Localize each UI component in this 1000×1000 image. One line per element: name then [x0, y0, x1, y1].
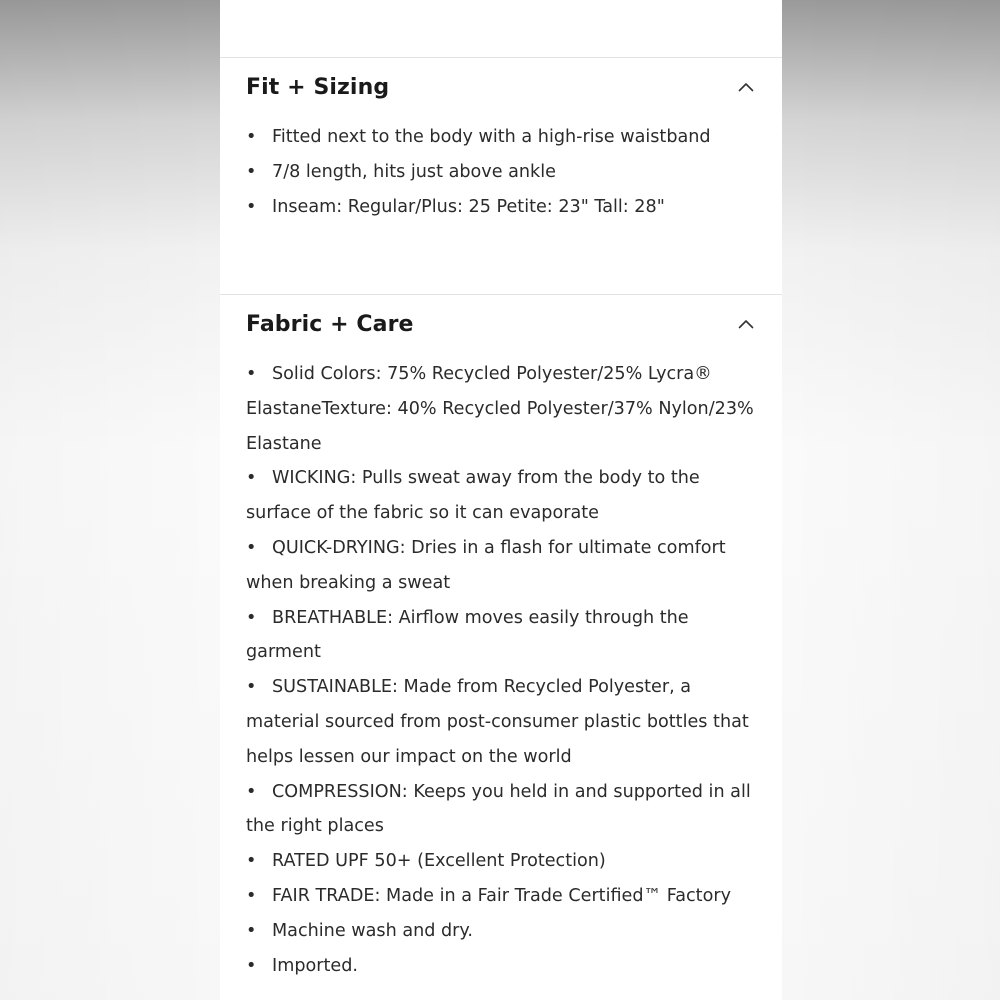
fabric-care-title: Fabric + Care	[246, 311, 414, 337]
list-item: • 7/8 length, hits just above ankle	[246, 161, 556, 182]
list-item: • FAIR TRADE: Made in a Fair Trade Certified™ Factory	[246, 885, 731, 906]
fit-sizing-list	[246, 120, 761, 224]
right-backdrop	[780, 0, 1000, 1000]
list-item: • Solid Colors: 75% Recycled Polyester/25% Lycra® ElastaneTexture: 40% Recycled Polyester/37% Nylon/23% Elastane	[246, 364, 754, 454]
list-item: • QUICK-DRYING: Dries in a flash for ultimate comfort when breaking a sweat	[246, 537, 726, 593]
list-item: • Inseam: Regular/Plus: 25 Petite: 23" Tall: 28"	[246, 196, 665, 217]
list-item: • Fitted next to the body with a high-rise waistband	[246, 127, 711, 147]
list-item: • BREATHABLE: Airflow moves easily through the garment	[246, 607, 689, 663]
left-backdrop	[0, 0, 220, 1000]
list-item: • SUSTAINABLE: Made from Recycled Polyester, a material sourced from post-consumer plastic bottles that helps lessen our impact on the world	[246, 677, 749, 767]
section-divider	[220, 57, 782, 58]
fit-sizing-header[interactable]	[246, 67, 756, 107]
list-item: • WICKING: Pulls sweat away from the body to the surface of the fabric so it can evaporate	[246, 468, 700, 524]
list-item: • Machine wash and dry.	[246, 920, 473, 941]
product-details-panel	[220, 0, 782, 1000]
list-item: • RATED UPF 50+ (Excellent Protection)	[246, 851, 606, 872]
list-item: • COMPRESSION: Keeps you held in and supported in all the right places	[246, 781, 751, 837]
fit-sizing-title: Fit + Sizing	[246, 74, 390, 100]
fabric-care-header[interactable]	[246, 304, 756, 344]
chevron-up-icon[interactable]	[736, 314, 756, 334]
section-divider	[220, 294, 782, 295]
fabric-care-list	[246, 357, 761, 983]
chevron-up-icon[interactable]	[736, 77, 756, 97]
list-item: • Imported.	[246, 955, 358, 976]
